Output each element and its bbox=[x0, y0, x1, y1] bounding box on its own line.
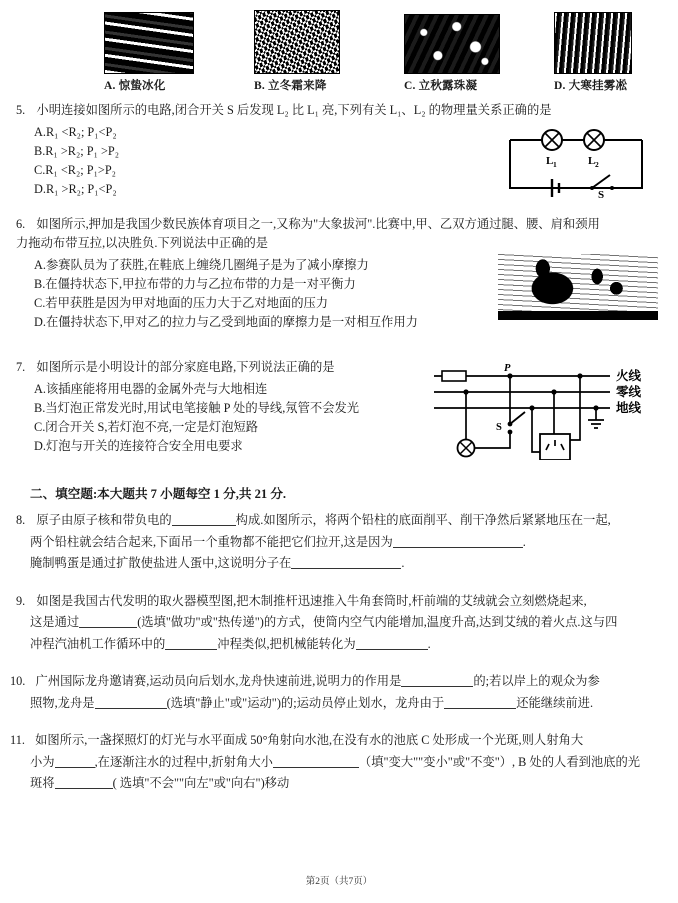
q6-option-c[interactable]: C.若甲获胜是因为甲对地面的压力大于乙对地面的压力 bbox=[34, 296, 329, 310]
svg-text:L: L bbox=[588, 155, 596, 167]
q8-text-part2: 构成.如图所示，将两个铅柱的底面削平、削干净然后紧紧地压在一起, bbox=[235, 513, 611, 527]
svg-text:1: 1 bbox=[553, 160, 557, 169]
q8-blank-1[interactable] bbox=[172, 525, 236, 526]
q6-option-a[interactable]: A.参赛队员为了获胜,在鞋底上缠绕几圈绳子是为了减小摩擦力 bbox=[34, 258, 369, 272]
q10-line2-a: 照物,龙舟是 bbox=[30, 695, 95, 710]
q5-option-d[interactable]: D.R₁ >R₂; P₁<P₂ bbox=[34, 182, 117, 196]
q8-blank-2[interactable] bbox=[393, 547, 523, 548]
q9-line2-a: 这是通过 bbox=[30, 615, 80, 629]
q6-option-b[interactable]: B.在僵持状态下,甲拉布带的力与乙拉布带的力是一对平衡力 bbox=[34, 277, 356, 291]
q8-number: 8. bbox=[16, 513, 26, 527]
q9-blank-1[interactable] bbox=[79, 627, 137, 628]
q8-line3-b: . bbox=[401, 556, 405, 570]
q8-line3-a: 腌制鸭蛋是通过扩散使盐进人蛋中,这说明分子在 bbox=[30, 556, 292, 570]
svg-text:零线: 零线 bbox=[616, 385, 642, 399]
q5-number: 5. bbox=[16, 103, 26, 117]
page-footer: 第2页（共7页） bbox=[305, 877, 373, 887]
q8-line2-a: 两个铅柱就会结合起来,下面吊一个重物都不能把它们拉开,这是因为 bbox=[30, 534, 393, 549]
question-11 bbox=[0, 730, 678, 795]
q9-line3-a: 冲程汽油机工作循环中的 bbox=[30, 636, 166, 651]
q7-option-b[interactable]: B.当灯泡正常发光时,用试电笔接触 P 处的导线,氖管不会发光 bbox=[34, 401, 360, 415]
season-option-d bbox=[554, 12, 658, 93]
q10-line2-b: (选填"静止"或"运动")的;运动员停止划水，龙舟由于 bbox=[166, 695, 445, 710]
dew-drops-photo bbox=[404, 14, 500, 74]
q9-number: 9. bbox=[16, 593, 26, 608]
q10-line2-c: 还能继续前进. bbox=[516, 695, 594, 710]
q10-line1-a: 广州国际龙舟邀请赛,运动员向后划水,龙舟快速前进,说明力的作用是 bbox=[35, 674, 402, 688]
question-10 bbox=[0, 671, 678, 714]
household-circuit-diagram bbox=[428, 360, 668, 460]
q11-number: 11. bbox=[10, 733, 25, 747]
svg-text:P: P bbox=[504, 363, 511, 374]
season-image-row bbox=[0, 0, 678, 93]
q11-line3-a: 斑将 bbox=[30, 776, 55, 790]
ice-melting-photo bbox=[104, 12, 194, 74]
svg-text:2: 2 bbox=[595, 160, 599, 169]
q7-option-c[interactable]: C.闭合开关 S,若灯泡不亮,一定是灯泡短路 bbox=[34, 420, 259, 434]
q9-line3-c: . bbox=[427, 636, 431, 651]
q8-blank-3[interactable] bbox=[291, 568, 401, 569]
rime-ice-photo bbox=[554, 12, 632, 74]
q7-number: 7. bbox=[16, 360, 26, 374]
q9-line3-b: 冲程类似,把机械能转化为 bbox=[217, 636, 356, 651]
q10-blank-1[interactable] bbox=[401, 686, 473, 687]
q10-blank-2[interactable] bbox=[95, 708, 167, 709]
section-2-heading: 二、填空题:本大题共 7 小题每空 1 分,共 21 分. bbox=[30, 487, 287, 501]
q11-line3-b: ( 选填"不会""向左"或"向右")移动 bbox=[112, 776, 290, 790]
q7-option-d[interactable]: D.灯泡与开关的连接符合安全用电要求 bbox=[34, 439, 243, 453]
season-option-b bbox=[254, 10, 358, 93]
q11-blank-2[interactable] bbox=[273, 767, 359, 768]
season-option-c bbox=[404, 14, 508, 93]
svg-text:S: S bbox=[496, 422, 502, 433]
q11-blank-1[interactable] bbox=[55, 767, 95, 768]
q5-option-a[interactable]: A.R₁ <R₂; P₁<P₂ bbox=[34, 125, 117, 139]
svg-text:L: L bbox=[546, 155, 554, 167]
q10-number: 10. bbox=[10, 674, 26, 688]
svg-text:S: S bbox=[598, 189, 605, 198]
svg-text:火线: 火线 bbox=[616, 369, 642, 383]
season-caption-a: A. 惊蛰冰化 bbox=[104, 80, 166, 92]
season-caption-c: C. 立秋露珠凝 bbox=[404, 80, 478, 92]
q11-line2-c: （填"变大""变小"或"不变"）, B 处的人看到池底的光 bbox=[358, 754, 641, 769]
q8-line2-b: . bbox=[522, 534, 526, 549]
tug-of-war-photo bbox=[498, 254, 658, 320]
question-8 bbox=[0, 510, 678, 575]
q6-stem-line1: 如图所示,押加是我国少数民族体育项目之一,又称为"大象拔河".比赛中,甲、乙双方通过腿、腰、肩和颈用 bbox=[36, 217, 600, 231]
q6-number: 6. bbox=[16, 217, 26, 231]
series-circuit-diagram bbox=[492, 126, 664, 198]
q11-line2-a: 小为 bbox=[30, 754, 55, 769]
q9-line2-b: (选填"做功"或"热传递")的方式，使筒内空气内能增加,温度升高,达到艾绒的着火点.这与四 bbox=[137, 615, 618, 629]
q5-option-c[interactable]: C.R₁ <R₂; P₁>P₂ bbox=[34, 163, 116, 177]
q11-line2-b: ,在逐渐注水的过程中,折射角大小 bbox=[94, 754, 273, 769]
frost-photo bbox=[254, 10, 340, 74]
q10-blank-3[interactable] bbox=[444, 708, 516, 709]
q7-option-a[interactable]: A.该插座能将用电器的金属外壳与大地相连 bbox=[34, 382, 268, 396]
q5-option-b[interactable]: B.R₁ >R₂; P₁ >P₂ bbox=[34, 144, 120, 158]
q8-text-part1: 原子由原子核和带负电的 bbox=[36, 513, 172, 527]
q6-stem-line2: 力拖动布带互拉,以决胜负.下列说法中正确的是 bbox=[16, 236, 269, 250]
q9-blank-2[interactable] bbox=[165, 649, 217, 650]
q9-line1: 如图是我国古代发明的取火器模型图,把木制推杆迅速推入牛角套筒时,杆前端的艾绒就会立刻燃烧起来, bbox=[36, 593, 587, 608]
q11-blank-3[interactable] bbox=[55, 788, 113, 789]
q6-option-d[interactable]: D.在僵持状态下,甲对乙的拉力与乙受到地面的摩擦力是一对相互作用力 bbox=[34, 315, 418, 329]
q11-line1: 如图所示,一盏探照灯的灯光与水平面成 50°角射向水池,在没有水的池底 C 处形成一个光斑,则人射角大 bbox=[35, 733, 584, 747]
season-caption-d: D. 大寒挂雾凇 bbox=[554, 80, 628, 92]
season-caption-b: B. 立冬霜来降 bbox=[254, 80, 327, 92]
q10-line1-b: 的;若以岸上的观众为参 bbox=[473, 674, 600, 688]
q7-stem: 如图所示是小明设计的部分家庭电路,下列说法正确的是 bbox=[36, 360, 335, 374]
q5-stem: 小明连接如图所示的电路,闭合开关 S 后发现 L₂ 比 L₁ 亮,下列有关 L₁、L₂ 的物理量关系正确的是 bbox=[36, 103, 552, 117]
svg-text:地线: 地线 bbox=[616, 401, 642, 415]
question-9 bbox=[0, 591, 678, 656]
season-option-a bbox=[104, 12, 208, 93]
q9-blank-3[interactable] bbox=[356, 649, 428, 650]
